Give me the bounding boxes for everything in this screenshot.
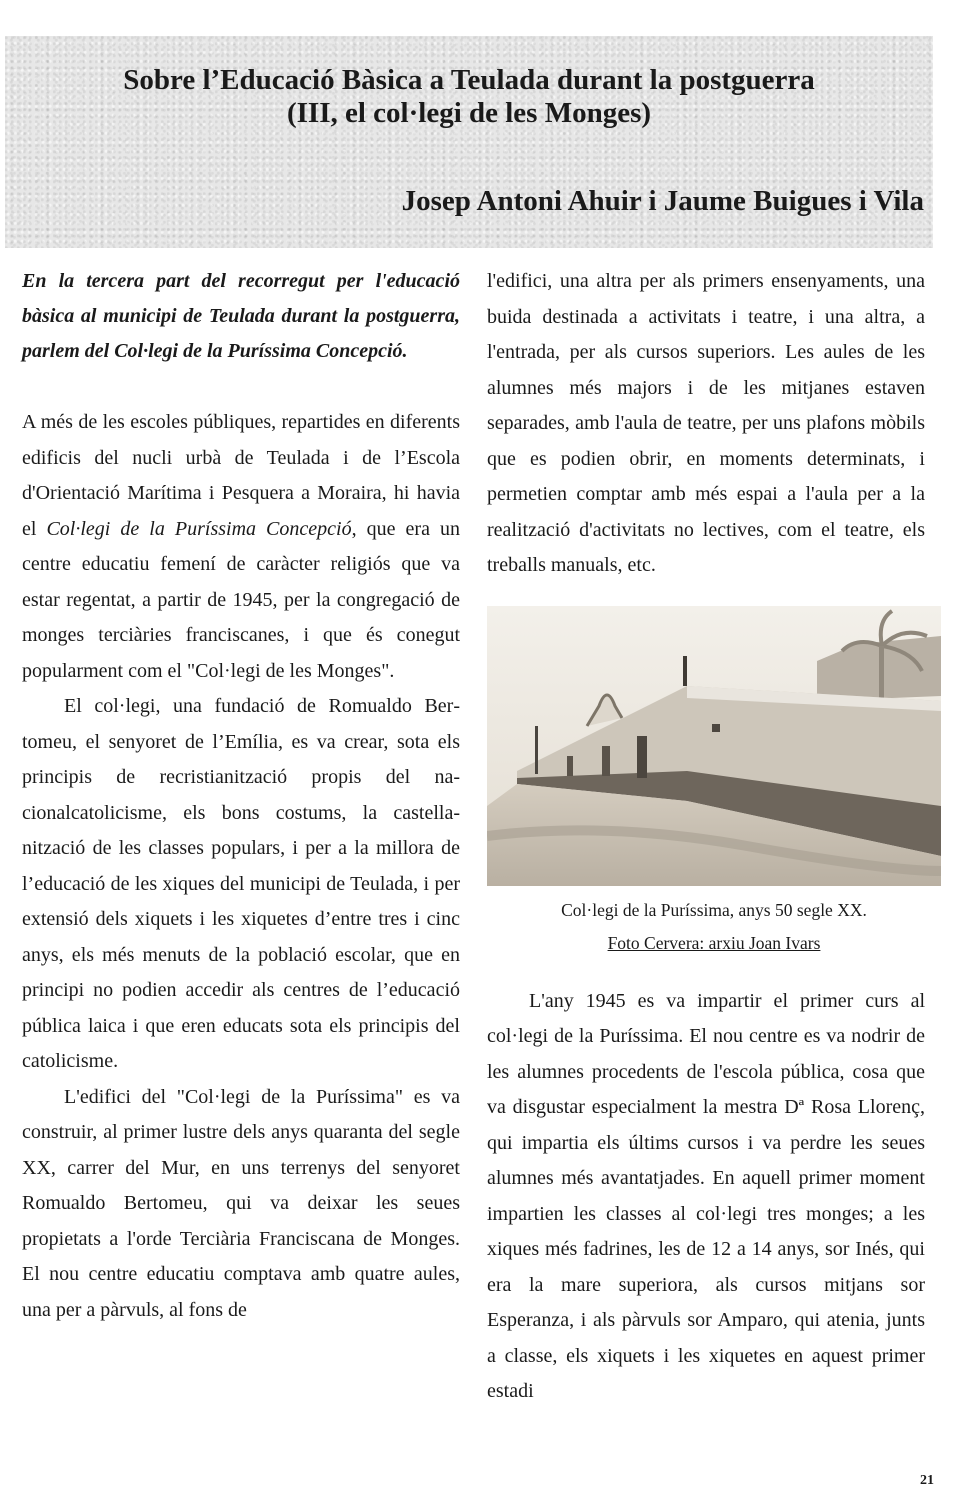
college-name-italic: Col·legi de la Puríssima Concepció [46, 517, 352, 540]
left-column [22, 264, 460, 1328]
paragraph-3: L'edifici del "Col·legi de la Puríssima" es va construir, al primer lustre dels anys quaranta del segle XX, carrer del Mur, en uns terrenys del senyoret Romualdo Bertomeu, qui va deixar les seues propietats a l'orde Terciària Franciscana de Monges. El nou centre educatiu comptava amb quatre aules, una per a pàrvuls, al fons de [22, 1085, 460, 1321]
title-line-2: (III, el col·legi de les Monges) [286, 97, 652, 129]
photo-credit: Foto Cervera: arxiu Joan Ivars [607, 932, 821, 953]
article-title [5, 64, 933, 130]
paragraph-2: El col·legi, una fundació de Romualdo Bertomeu, el senyoret de l’Emília, es va crear, sota els principis de recristianització propis del nacionalcatolicisme, els bons costums, la castellanització de les classes populars, i per a la millora de l’educació de les xiques del municipi de Teulada, i per extensió dels xiquets i les xiquetes d’entre tres i cinc anys, els més menuts de la població escolar, que en principi no podien accedir als centres de l’educació pública laica i que eren educats sota els principis del catolicisme. [22, 695, 460, 1072]
paragraph-5: L'any 1945 es va impartir el primer curs al col·legi de la Puríssima. El nou centre es va nodrir de les alumnes procedents de l'escola pública, cosa que va disgustar especialment la mestra Dª Rosa Llorenç, qui impartia els últims cursos i va perdre les seues alumnes més avantatjades. En aquell primer moment impartien les classes al col·legi tres monges; a les xiques més fadrines, les de 12 a 14 anys, sor Inés, qui era la mare superiora, als cursos mitjans sor Esperanza, i als pàrvuls sor Amparo, qui atenia, junts a classe, els xiquets i les xiquetes en aquest primer estadi [487, 989, 925, 1402]
right-column [487, 264, 925, 1410]
paragraph-4: l'edifici, una altra per als primers ensenyaments, una buida destinada a activitats i teatre, i una altra, a l'entrada, per als cursos superiors. Les aules de les alumnes més majors i de les mitjanes estaven separades, amb l'aula de teatre, per uns plafons mòbils que es podien obrir, en moments determinats, i permetien comptar amb més espai a l'aula per a la realització d'activitats no lectives, com el teatre, els treballs manuals, etc. [487, 270, 925, 576]
photo-caption-line-1: Col·legi de la Puríssima, anys 50 segle XX. [561, 899, 867, 920]
paragraph-1-text-b: , que era un centre educatiu femení de caràcter religiós que va estar regentat, a partir de 1945, per la congregació de monges terciàries franciscanes, i que és conegut popularment com el "Col·legi de les Monges". [22, 517, 460, 682]
photo-caption [487, 894, 941, 960]
page-number: 21 [920, 1473, 934, 1488]
lead-paragraph: En la tercera part del recorregut per l'educació bàsica al municipi de Teulada durant la postguerra, parlem del Col·legi de la Puríssima Concepció. [22, 270, 460, 362]
title-line-1: Sobre l’Educació Bàsica a Teulada durant la postguerra [123, 64, 815, 96]
article-authors: Josep Antoni Ahuir i Jaume Buigues i Vila [401, 185, 924, 217]
paragraph-1-text-a: A més de les escoles públiques, repartides en diferents edificis del nucli urbà de Teulada i de l’Escola d'Orientació Marítima i Pesquera a Moraira, hi havia el [22, 411, 460, 540]
paragraph-1 [22, 405, 460, 689]
college-photo [487, 606, 941, 886]
college-photo-drawing [487, 606, 941, 886]
